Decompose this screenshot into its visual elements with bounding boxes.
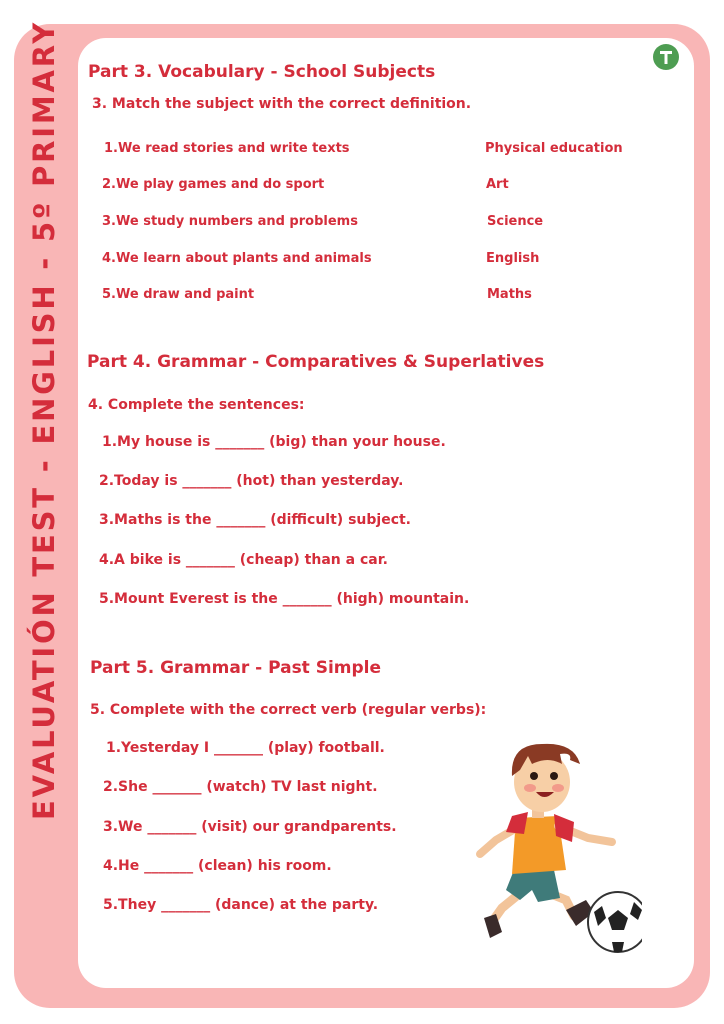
- sentence-item: 3.Maths is the _______ (difficult) subject.: [99, 512, 411, 528]
- logo-icon: [653, 44, 679, 70]
- definition-item: 4.We learn about plants and animals: [102, 251, 372, 266]
- subject-item: Physical education: [485, 141, 623, 156]
- part4-instruction: 4. Complete the sentences:: [88, 397, 305, 413]
- verb-item: 1.Yesterday I _______ (play) football.: [106, 740, 385, 756]
- definition-item: 1.We read stories and write texts: [104, 141, 350, 156]
- side-title: EVALUATIÓN TEST - ENGLISH - 5º PRIMARY: [27, 19, 61, 820]
- definition-item: 5.We draw and paint: [102, 287, 255, 302]
- part5-heading: Part 5. Grammar - Past Simple: [90, 658, 382, 678]
- sentence-item: 1.My house is _______ (big) than your house.: [102, 434, 446, 450]
- sentence-item: 5.Mount Everest is the _______ (high) mountain.: [99, 591, 470, 607]
- subject-item: Maths: [487, 287, 532, 302]
- part3-heading: Part 3. Vocabulary - School Subjects: [88, 62, 436, 82]
- sentence-item: 2.Today is _______ (hot) than yesterday.: [99, 473, 404, 489]
- part5-instruction: 5. Complete with the correct verb (regular verbs):: [90, 702, 487, 718]
- verb-item: 2.She _______ (watch) TV last night.: [103, 779, 378, 795]
- subject-item: English: [486, 251, 540, 266]
- verb-item: 5.They _______ (dance) at the party.: [103, 897, 379, 913]
- subject-item: Art: [486, 177, 509, 192]
- sentence-item: 4.A bike is _______ (cheap) than a car.: [99, 552, 388, 568]
- definition-item: 2.We play games and do sport: [102, 177, 325, 192]
- verb-item: 3.We _______ (visit) our grandparents.: [103, 819, 397, 835]
- part3-instruction: 3. Match the subject with the correct definition.: [92, 96, 472, 112]
- part4-heading: Part 4. Grammar - Comparatives & Superlatives: [87, 352, 545, 372]
- verb-item: 4.He _______ (clean) his room.: [103, 858, 332, 874]
- definition-item: 3.We study numbers and problems: [102, 214, 358, 229]
- boy-playing-football-illustration: [462, 730, 642, 955]
- subject-item: Science: [487, 214, 544, 229]
